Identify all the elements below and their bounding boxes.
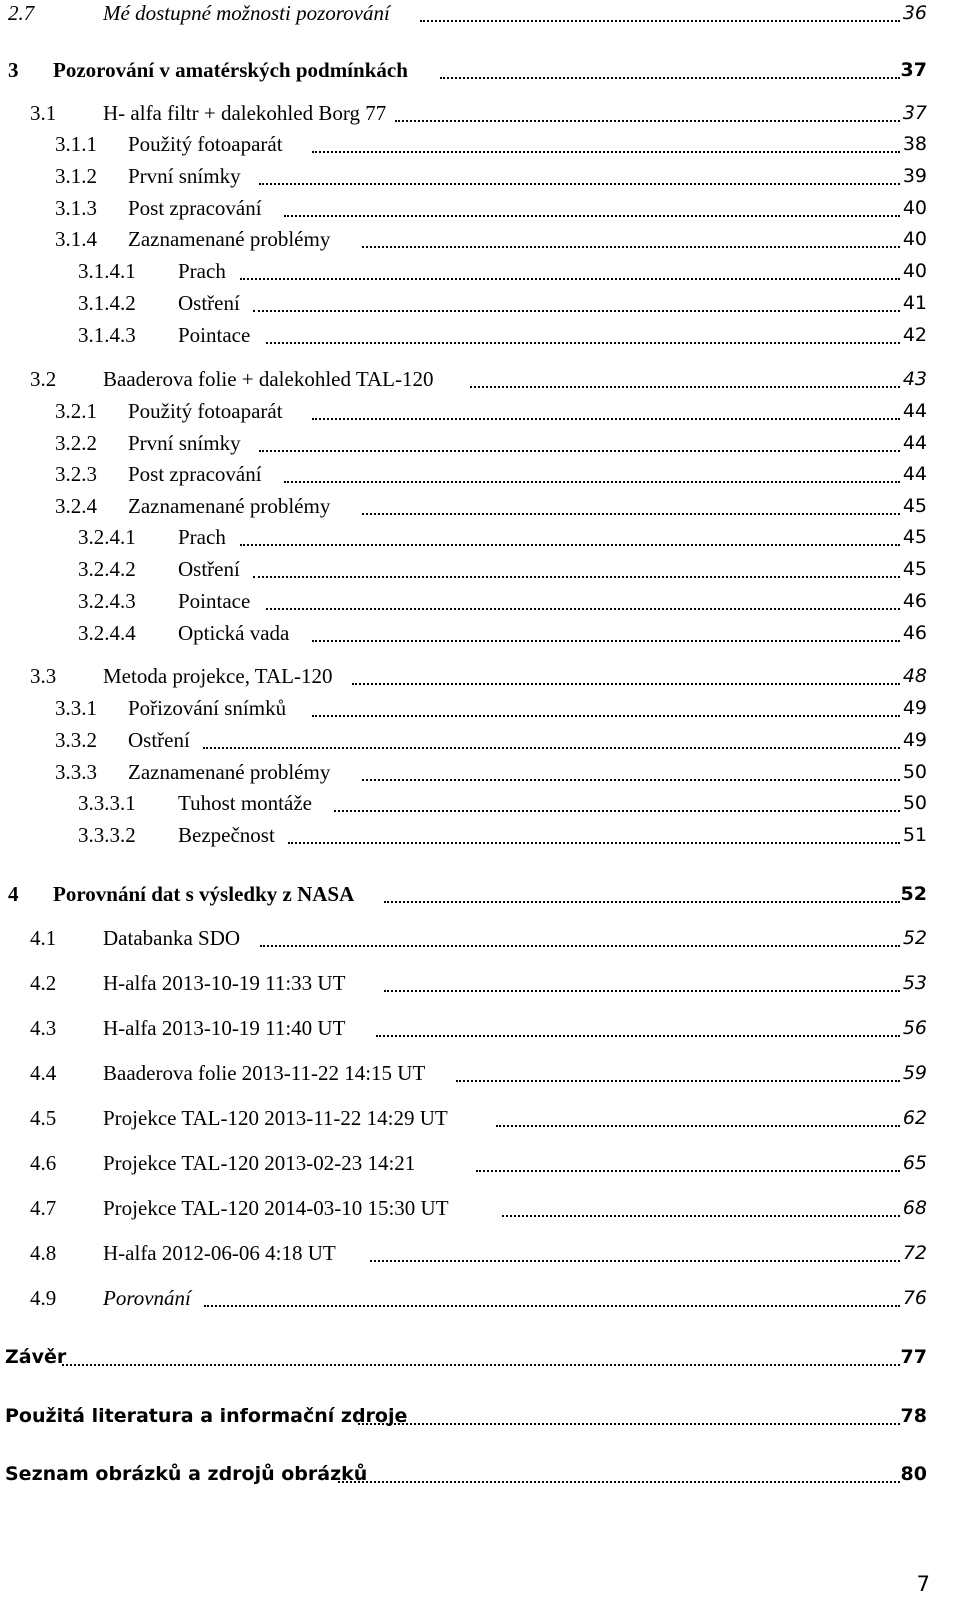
toc-entry-title: Ostření xyxy=(178,557,240,581)
toc-entry-page: 49 xyxy=(902,729,927,751)
toc-entry xyxy=(0,695,960,725)
toc-entry xyxy=(0,163,960,193)
toc-entry-title: H-alfa 2013-10-19 11:33 UT xyxy=(103,971,346,995)
toc-leader-dots xyxy=(376,1015,900,1041)
page-number: 7 xyxy=(916,1572,930,1596)
toc-leader-dots xyxy=(395,100,900,126)
toc-entry-title: Použitý fotoaparát xyxy=(128,399,283,423)
toc-entry-number: 3.3.3.1 xyxy=(78,791,136,815)
toc-entry-page: 45 xyxy=(902,558,927,580)
toc-entry-title: H- alfa filtr + dalekohled Borg 77 xyxy=(103,101,387,125)
toc-entry xyxy=(0,258,960,288)
toc-entry-page: 76 xyxy=(902,1287,927,1309)
toc-entry xyxy=(0,1461,960,1491)
toc-entry xyxy=(0,620,960,650)
toc-entry-title: Zaznamenané problémy xyxy=(128,760,331,784)
toc-leader-dots xyxy=(266,588,900,614)
toc-entry xyxy=(0,822,960,852)
toc-entry-number: 4.6 xyxy=(30,1151,57,1175)
toc-entry-title: Post zpracování xyxy=(128,462,262,486)
toc-entry-page: 77 xyxy=(900,1346,927,1368)
toc-entry xyxy=(0,727,960,757)
toc-entry-title: Databanka SDO xyxy=(103,926,241,950)
toc-entry-number: 3.2.4.1 xyxy=(78,525,136,549)
toc-entry xyxy=(0,1240,960,1270)
toc-entry-number: 3.2.1 xyxy=(55,399,97,423)
toc-leader-dots xyxy=(502,1195,900,1221)
toc-leader-dots xyxy=(260,925,900,951)
toc-entry-page: 51 xyxy=(902,824,927,846)
toc-entry-title: Pořizování snímků xyxy=(128,696,287,720)
toc-entry-page: 56 xyxy=(902,1017,927,1039)
toc-entry-title: Optická vada xyxy=(178,621,290,645)
toc-entry xyxy=(0,131,960,161)
toc-entry-number: 3.1.3 xyxy=(55,196,97,220)
toc-entry-number: 4.3 xyxy=(30,1016,57,1040)
toc-entry-title: Porovnání xyxy=(103,1286,191,1310)
toc-entry-page: 37 xyxy=(902,102,927,124)
toc-entry-title: Závěr xyxy=(5,1346,67,1368)
toc-entry-title: Mé dostupné možnosti pozorování xyxy=(103,1,390,25)
toc-entry-title: Použitá literatura a informační zdroje xyxy=(5,1405,408,1427)
toc-entry-page: 45 xyxy=(902,495,927,517)
toc-entry xyxy=(0,366,960,396)
toc-entry xyxy=(0,759,960,789)
toc-entry-title: Pointace xyxy=(178,589,251,613)
toc-entry-page: 46 xyxy=(902,590,927,612)
toc-entry-page: 50 xyxy=(902,792,927,814)
toc-entry-number: 3.1 xyxy=(30,101,57,125)
toc-entry-number: 3.3 xyxy=(30,664,57,688)
toc-leader-dots xyxy=(253,290,900,316)
toc-entry-page: 46 xyxy=(902,622,927,644)
toc-entry-page: 44 xyxy=(902,463,927,485)
toc-entry xyxy=(0,195,960,225)
toc-entry xyxy=(0,1285,960,1315)
toc-entry-number: 3.2.4.2 xyxy=(78,557,136,581)
toc-leader-dots xyxy=(334,790,900,816)
toc-entry-title: Metoda projekce, TAL-120 xyxy=(103,664,333,688)
toc-entry-page: 65 xyxy=(902,1152,927,1174)
toc-entry-page: 40 xyxy=(902,260,927,282)
toc-entry xyxy=(0,398,960,428)
toc-entry-number: 3.2.4.3 xyxy=(78,589,136,613)
toc-entry-page: 36 xyxy=(902,2,927,24)
toc-entry-title: Zaznamenané problémy xyxy=(128,494,331,518)
toc-entry-number: 3.3.3 xyxy=(55,760,97,784)
toc-entry-title: Porovnání dat s výsledky z NASA xyxy=(53,882,355,906)
toc-entry-number: 4.5 xyxy=(30,1106,57,1130)
toc-leader-dots xyxy=(312,620,900,646)
toc-entry-page: 44 xyxy=(902,400,927,422)
toc-leader-dots xyxy=(470,366,900,392)
toc-entry-number: 3.1.2 xyxy=(55,164,97,188)
toc-entry-number: 3.2 xyxy=(30,367,57,391)
toc-leader-dots xyxy=(456,1060,900,1086)
toc-leader-dots xyxy=(370,1240,900,1266)
toc-entry-page: 68 xyxy=(902,1197,927,1219)
toc-leader-dots xyxy=(240,524,900,550)
toc-entry-title: Baaderova folie + dalekohled TAL-120 xyxy=(103,367,434,391)
toc-entry xyxy=(0,461,960,491)
toc-entry-number: 4 xyxy=(8,882,19,906)
toc-entry xyxy=(0,925,960,955)
toc-leader-dots xyxy=(338,1461,900,1487)
toc-entry-title: Zaznamenané problémy xyxy=(128,227,331,251)
toc-entry-title: Projekce TAL-120 2014-03-10 15:30 UT xyxy=(103,1196,449,1220)
toc-leader-dots xyxy=(203,727,900,753)
toc-entry-page: 42 xyxy=(902,324,927,346)
toc-entry xyxy=(0,524,960,554)
toc-entry-number: 3.3.1 xyxy=(55,696,97,720)
toc-leader-dots xyxy=(384,970,900,996)
toc-entry-title: Prach xyxy=(178,525,226,549)
toc-entry xyxy=(0,556,960,586)
toc-entry-page: 52 xyxy=(900,883,927,905)
toc-entry-number: 4.7 xyxy=(30,1196,57,1220)
toc-entry xyxy=(0,226,960,256)
toc-entry-title: Ostření xyxy=(178,291,240,315)
toc-leader-dots xyxy=(420,0,900,26)
toc-entry-page: 59 xyxy=(902,1062,927,1084)
toc-entry-number: 3.3.2 xyxy=(55,728,97,752)
toc-entry-title: Seznam obrázků a zdrojů obrázků xyxy=(5,1463,368,1485)
toc-entry xyxy=(0,1195,960,1225)
toc-entry-number: 4.4 xyxy=(30,1061,57,1085)
toc-entry-number: 3.1.1 xyxy=(55,132,97,156)
toc-entry-page: 53 xyxy=(902,972,927,994)
toc-leader-dots xyxy=(384,881,900,907)
toc-entry xyxy=(0,1060,960,1090)
toc-leader-dots xyxy=(496,1105,900,1131)
toc-entry-number: 3.1.4.3 xyxy=(78,323,136,347)
toc-entry-page: 80 xyxy=(900,1463,927,1485)
toc-entry-title: První snímky xyxy=(128,164,241,188)
toc-leader-dots xyxy=(440,57,900,83)
toc-entry-number: 3.3.3.2 xyxy=(78,823,136,847)
toc-entry xyxy=(0,430,960,460)
toc-entry xyxy=(0,881,960,911)
toc-entry-page: 38 xyxy=(902,133,927,155)
toc-entry-title: Bezpečnost xyxy=(178,823,275,847)
toc-leader-dots xyxy=(362,493,900,519)
toc-entry-number: 3.1.4 xyxy=(55,227,97,251)
toc-entry-title: Pozorování v amatérských podmínkách xyxy=(53,58,408,82)
toc-entry-number: 3 xyxy=(8,58,19,82)
toc-entry-page: 39 xyxy=(902,165,927,187)
toc-entry xyxy=(0,588,960,618)
toc-entry xyxy=(0,57,960,87)
toc-entry-title: Baaderova folie 2013-11-22 14:15 UT xyxy=(103,1061,426,1085)
toc-entry-number: 3.2.4.4 xyxy=(78,621,136,645)
toc-entry-title: Projekce TAL-120 2013-11-22 14:29 UT xyxy=(103,1106,448,1130)
toc-entry xyxy=(0,0,960,30)
toc-entry-number: 4.9 xyxy=(30,1286,57,1310)
toc-entry-title: Pointace xyxy=(178,323,251,347)
toc-entry-number: 3.2.2 xyxy=(55,431,97,455)
toc-leader-dots xyxy=(358,1403,900,1429)
toc-leader-dots xyxy=(312,695,900,721)
toc-entry-page: 43 xyxy=(902,368,927,390)
toc-entry-page: 72 xyxy=(902,1242,927,1264)
toc-entry xyxy=(0,1105,960,1135)
toc-entry xyxy=(0,290,960,320)
toc-entry-number: 4.2 xyxy=(30,971,57,995)
toc-leader-dots xyxy=(259,430,900,456)
toc-entry-number: 3.2.4 xyxy=(55,494,97,518)
toc-leader-dots xyxy=(284,461,900,487)
toc-entry-number: 4.8 xyxy=(30,1241,57,1265)
toc-entry-title: Prach xyxy=(178,259,226,283)
toc-leader-dots xyxy=(253,556,900,582)
toc-entry-page: 48 xyxy=(902,665,927,687)
toc-leader-dots xyxy=(362,759,900,785)
toc-entry-title: H-alfa 2013-10-19 11:40 UT xyxy=(103,1016,346,1040)
toc-leader-dots xyxy=(284,195,900,221)
toc-entry xyxy=(0,100,960,130)
toc-entry-page: 40 xyxy=(902,197,927,219)
toc-entry xyxy=(0,1150,960,1180)
toc-entry xyxy=(0,1403,960,1433)
toc-entry-title: Použitý fotoaparát xyxy=(128,132,283,156)
toc-entry xyxy=(0,1015,960,1045)
toc-leader-dots xyxy=(62,1344,900,1370)
toc-entry-page: 40 xyxy=(902,228,927,250)
toc-leader-dots xyxy=(240,258,900,284)
toc-entry-page: 78 xyxy=(900,1405,927,1427)
toc-entry xyxy=(0,790,960,820)
toc-entry xyxy=(0,1344,960,1374)
toc-leader-dots xyxy=(266,322,900,348)
toc-leader-dots xyxy=(362,226,900,252)
toc-leader-dots xyxy=(352,663,900,689)
toc-entry-page: 62 xyxy=(902,1107,927,1129)
toc-leader-dots xyxy=(204,1285,900,1311)
toc-entry-page: 44 xyxy=(902,432,927,454)
toc-entry-number: 3.2.3 xyxy=(55,462,97,486)
toc-entry-title: Post zpracování xyxy=(128,196,262,220)
toc-entry-number: 3.1.4.1 xyxy=(78,259,136,283)
toc-entry-title: Projekce TAL-120 2013-02-23 14:21 xyxy=(103,1151,416,1175)
toc-entry-page: 49 xyxy=(902,697,927,719)
toc-entry-number: 3.1.4.2 xyxy=(78,291,136,315)
toc-entry xyxy=(0,663,960,693)
toc-entry-title: Ostření xyxy=(128,728,190,752)
toc-entry-number: 2.7 xyxy=(8,1,35,25)
toc-entry xyxy=(0,322,960,352)
toc-leader-dots xyxy=(476,1150,900,1176)
toc-entry-page: 50 xyxy=(902,761,927,783)
toc-entry-title: H-alfa 2012-06-06 4:18 UT xyxy=(103,1241,336,1265)
toc-leader-dots xyxy=(259,163,900,189)
toc-leader-dots xyxy=(312,398,900,424)
toc-entry-title: První snímky xyxy=(128,431,241,455)
toc-leader-dots xyxy=(288,822,900,848)
toc-entry-title: Tuhost montáže xyxy=(178,791,312,815)
toc-entry-page: 45 xyxy=(902,526,927,548)
toc-entry-page: 41 xyxy=(902,292,927,314)
toc-leader-dots xyxy=(312,131,900,157)
toc-entry-page: 52 xyxy=(902,927,927,949)
toc-entry-page: 37 xyxy=(900,59,927,81)
toc-entry xyxy=(0,493,960,523)
toc-entry-number: 4.1 xyxy=(30,926,57,950)
toc-entry xyxy=(0,970,960,1000)
